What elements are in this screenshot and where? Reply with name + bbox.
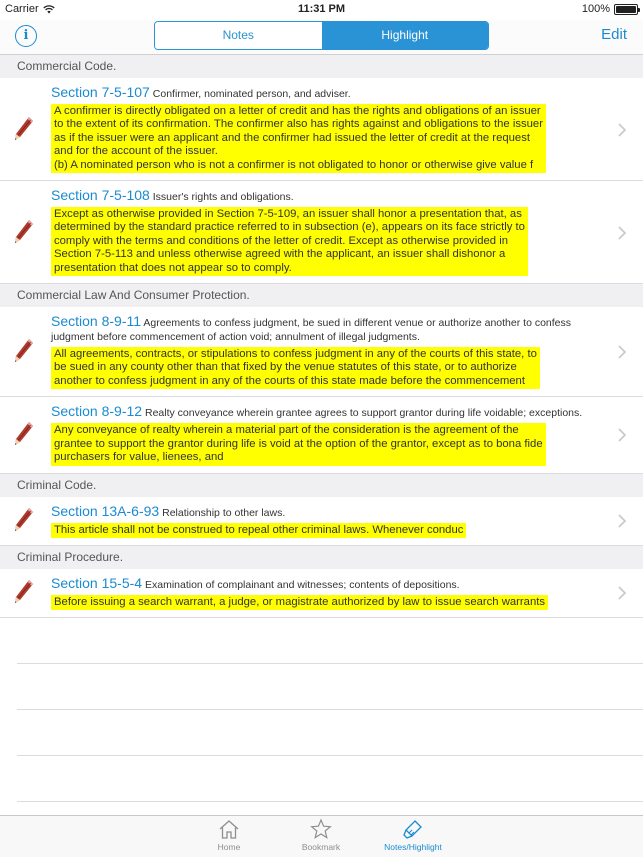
tab-home[interactable]	[189, 818, 269, 852]
highlighted-text-line: comply with the terms and conditions of the letter of credit. Except as otherwise provided in	[54, 234, 508, 247]
highlighted-text-line: Any conveyance of realty wherein a material part of the consideration is the agreement of the	[54, 424, 519, 437]
chevron-right-icon[interactable]	[617, 427, 627, 443]
highlighted-text-line: This article shall not be construed to repeal other criminal laws. Whenever conduc	[54, 523, 464, 536]
highlight-row[interactable]	[0, 78, 643, 181]
highlight-content	[51, 569, 603, 617]
highlighted-text-line: to the extent of its confirmation. The confirmer also has rights against and obligations to the issuer	[54, 118, 543, 131]
pencil-icon[interactable]	[12, 420, 34, 450]
pencil-icon[interactable]	[12, 578, 34, 608]
chevron-right-icon[interactable]	[617, 513, 627, 529]
section-header: Criminal Code.	[0, 474, 643, 497]
carrier-label: Carrier	[5, 3, 39, 15]
highlighted-text-line: as if the issuer were an applicant and the confirmer had issued the letter of credit at the request	[54, 131, 530, 144]
battery-indicator	[582, 3, 638, 15]
section-title-line	[51, 85, 603, 101]
pencil-icon[interactable]	[12, 506, 34, 536]
section-title-line	[51, 188, 603, 204]
highlight-content	[51, 397, 603, 472]
empty-row	[17, 664, 643, 710]
tab-notes-highlight-label: Notes/Highlight	[384, 842, 442, 852]
highlighted-text-line: purchasers for value, lienees, and	[54, 451, 224, 464]
section-title: Relationship to other laws.	[162, 506, 286, 519]
info-icon[interactable]: i	[15, 25, 37, 47]
highlight-row[interactable]	[0, 497, 643, 546]
highlighted-text-line: Except as otherwise provided in Section 7-5-109, an issuer shall honor a presentation that, as	[54, 208, 522, 221]
chevron-right-icon[interactable]	[617, 122, 627, 138]
navigation-bar	[0, 20, 643, 55]
highlighted-text	[51, 523, 466, 538]
highlighted-text-line: grantee to support the grantor during life is void at the option of the grantor, except as to bona fide	[54, 437, 543, 450]
tab-notes-highlight[interactable]	[373, 818, 453, 852]
section-header: Criminal Procedure.	[0, 546, 643, 569]
highlight-content	[51, 78, 603, 180]
highlighted-text-line: Section 7-5-113 and unless otherwise agreed with the applicant, an issuer shall dishonor a	[54, 248, 506, 261]
section-title: Examination of complainant and witnesses; contents of depositions.	[144, 578, 460, 591]
highlighted-text	[51, 595, 548, 610]
highlighted-text-line: A confirmer is directly obligated on a letter of credit and has the rights and obligations of an issuer	[54, 105, 541, 117]
section-title: Agreements to confess judgment, be sued in different venue or authorize another to confess judgment before commencement of action void; annulment of illegal judgments.	[51, 317, 572, 344]
highlight-list[interactable]	[0, 55, 643, 815]
empty-row	[17, 710, 643, 756]
highlight-content	[51, 307, 603, 396]
segment-highlight[interactable]: Highlight	[322, 22, 489, 49]
highlighted-text-line: another to confess judgment in any of the courts of this state made before the commencement	[54, 374, 525, 387]
section-number-link[interactable]: Section 15-5-4	[51, 574, 143, 591]
empty-row	[17, 618, 643, 664]
section-number-link[interactable]: Section 8-9-12	[51, 403, 143, 420]
highlighted-text-line: Before issuing a search warrant, a judge, or magistrate authorized by law to issue search warrants	[54, 595, 546, 608]
highlighted-text	[51, 347, 540, 389]
highlighted-text	[51, 104, 546, 173]
highlighted-text-line: (b) A nominated person who is not a confirmer is not obligated to honor or otherwise give value f	[54, 158, 534, 171]
chevron-right-icon[interactable]	[617, 585, 627, 601]
section-number-link[interactable]: Section 7-5-108	[51, 187, 150, 204]
highlight-row[interactable]	[0, 569, 643, 618]
highlighted-text-line: be sued in any county other than that fixed by the venue statutes of this state, or to authorize	[54, 361, 517, 374]
highlighted-text	[51, 207, 528, 276]
battery-percent: 100%	[581, 3, 610, 15]
section-title: Confirmer, nominated person, and adviser.	[152, 88, 351, 100]
chevron-right-icon[interactable]	[617, 344, 627, 360]
segment-notes[interactable]: Notes	[155, 22, 322, 49]
home-icon	[217, 818, 241, 840]
section-title-line	[51, 576, 603, 592]
tab-home-label: Home	[217, 842, 241, 852]
highlighter-icon	[401, 818, 425, 840]
pencil-icon[interactable]	[12, 115, 34, 145]
tab-bookmark-label: Bookmark	[301, 842, 341, 852]
chevron-right-icon[interactable]	[617, 225, 627, 241]
star-icon	[309, 818, 333, 840]
battery-icon	[614, 4, 638, 15]
section-header: Commercial Code.	[0, 55, 643, 78]
highlighted-text	[51, 423, 546, 465]
section-title-line	[51, 504, 603, 520]
section-header: Commercial Law And Consumer Protection.	[0, 284, 643, 307]
highlighted-text-line: presentation that does not appear so to comply.	[54, 261, 292, 274]
section-title: Issuer's rights and obligations.	[152, 191, 294, 204]
section-number-link[interactable]: Section 8-9-11	[51, 313, 142, 330]
highlight-row[interactable]	[0, 181, 643, 284]
section-title: Realty conveyance wherein grantee agrees to support grantor during life voidable; exceptions.	[144, 407, 583, 420]
highlighted-text-line: determined by the standard practice referred to in subsection (e), appears on its face strictly to	[54, 221, 525, 234]
highlight-row[interactable]	[0, 397, 643, 473]
pencil-icon[interactable]	[12, 218, 34, 248]
highlighted-text-line: All agreements, contracts, or stipulations to confess judgment in any of the courts of this state, to	[54, 348, 537, 361]
empty-row	[17, 756, 643, 802]
section-number-link[interactable]: Section 7-5-107	[51, 84, 150, 100]
highlight-row[interactable]	[0, 307, 643, 397]
section-title-line	[51, 314, 603, 344]
clock: 11:31 PM	[297, 3, 346, 15]
highlight-content	[51, 497, 603, 545]
section-title-line	[51, 404, 603, 420]
tab-bar	[0, 815, 643, 857]
notes-highlight-segmented-control	[154, 21, 489, 50]
section-number-link[interactable]: Section 13A-6-93	[51, 502, 160, 519]
status-bar	[0, 0, 643, 20]
highlighted-text-line: and for the account of the issuer.	[54, 145, 218, 158]
tab-bookmark[interactable]	[281, 818, 361, 852]
edit-button[interactable]: Edit	[601, 26, 627, 43]
pencil-icon[interactable]	[12, 337, 34, 367]
highlight-content	[51, 181, 603, 283]
